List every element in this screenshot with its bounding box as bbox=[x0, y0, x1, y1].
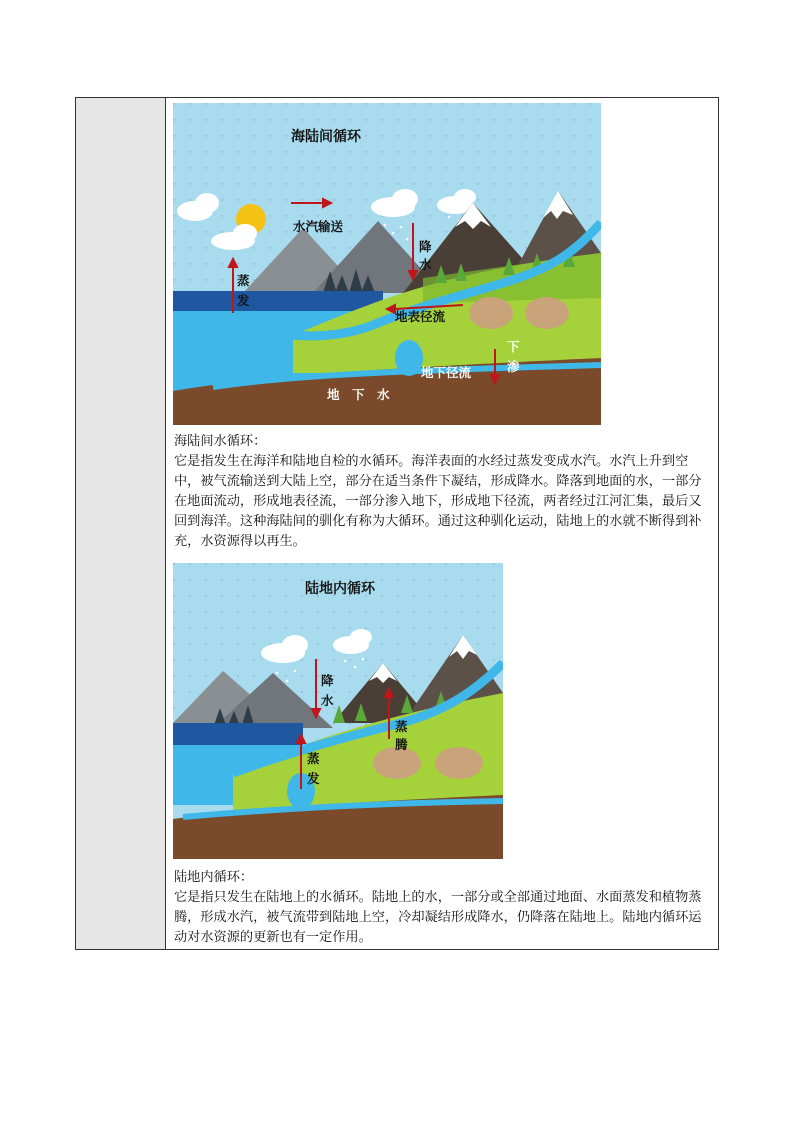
label-evaporation: 蒸 bbox=[307, 751, 320, 766]
section-body: 它是指只发生在陆地上的水循环。陆地上的水，一部分或全部通过地面、水面蒸发和植物蒸腾，形成水汽，被气流带到陆地上空，冷却凝结形成降水，仍降落在陆地上。陆地内循环运动对水资源的更新也有一定作用。 bbox=[174, 890, 702, 945]
left-column bbox=[76, 98, 166, 949]
section-land-internal bbox=[174, 868, 714, 948]
sea bbox=[173, 291, 383, 313]
label-infiltration: 下 bbox=[507, 339, 520, 354]
figure-title: 陆地内循环 bbox=[305, 581, 375, 597]
label-evaporation: 蒸 bbox=[237, 273, 250, 288]
figure-title: 海陆间循环 bbox=[291, 129, 361, 145]
label-underground-runoff: 地下径流 bbox=[421, 365, 472, 380]
label-surface-runoff: 地表径流 bbox=[395, 309, 446, 324]
label-precipitation: 降 bbox=[419, 239, 432, 254]
label-precipitation: 水 bbox=[321, 693, 334, 708]
label-infiltration: 渗 bbox=[507, 359, 520, 374]
section-heading: 海陆间水循环： bbox=[174, 434, 267, 449]
label-precipitation: 水 bbox=[419, 257, 432, 272]
label-transpiration: 蒸 bbox=[395, 719, 408, 734]
label-transpiration: 腾 bbox=[395, 737, 408, 752]
section-sea-land bbox=[174, 432, 714, 552]
land-cycle-figure bbox=[173, 563, 503, 859]
section-heading: 陆地内循环： bbox=[174, 870, 254, 885]
sea bbox=[173, 723, 303, 747]
label-precipitation: 降 bbox=[321, 673, 334, 688]
label-vapor-transport: 水汽输送 bbox=[293, 219, 344, 234]
label-evaporation: 发 bbox=[237, 293, 250, 308]
sea-land-cycle-figure bbox=[173, 103, 601, 425]
content-column bbox=[166, 98, 718, 949]
section-body: 它是指发生在海洋和陆地自检的水循环。海洋表面的水经过蒸发变成水汽。水汽上升到空中，被气流输送到大陆上空，部分在适当条件下凝结，形成降水。降落到地面的水，一部分在地面流动，形成地表径流，一部分渗入地下，形成地下径流，两者经过江河汇集，最后又回到海洋。这种海陆间的驯化有称为大循环。通过这种驯化运动，陆地上的水就不断得到补充，水资源得以再生。 bbox=[174, 454, 702, 549]
layout-table bbox=[75, 97, 719, 950]
label-evaporation: 发 bbox=[307, 771, 320, 786]
label-groundwater: 地 下 水 bbox=[327, 387, 390, 402]
